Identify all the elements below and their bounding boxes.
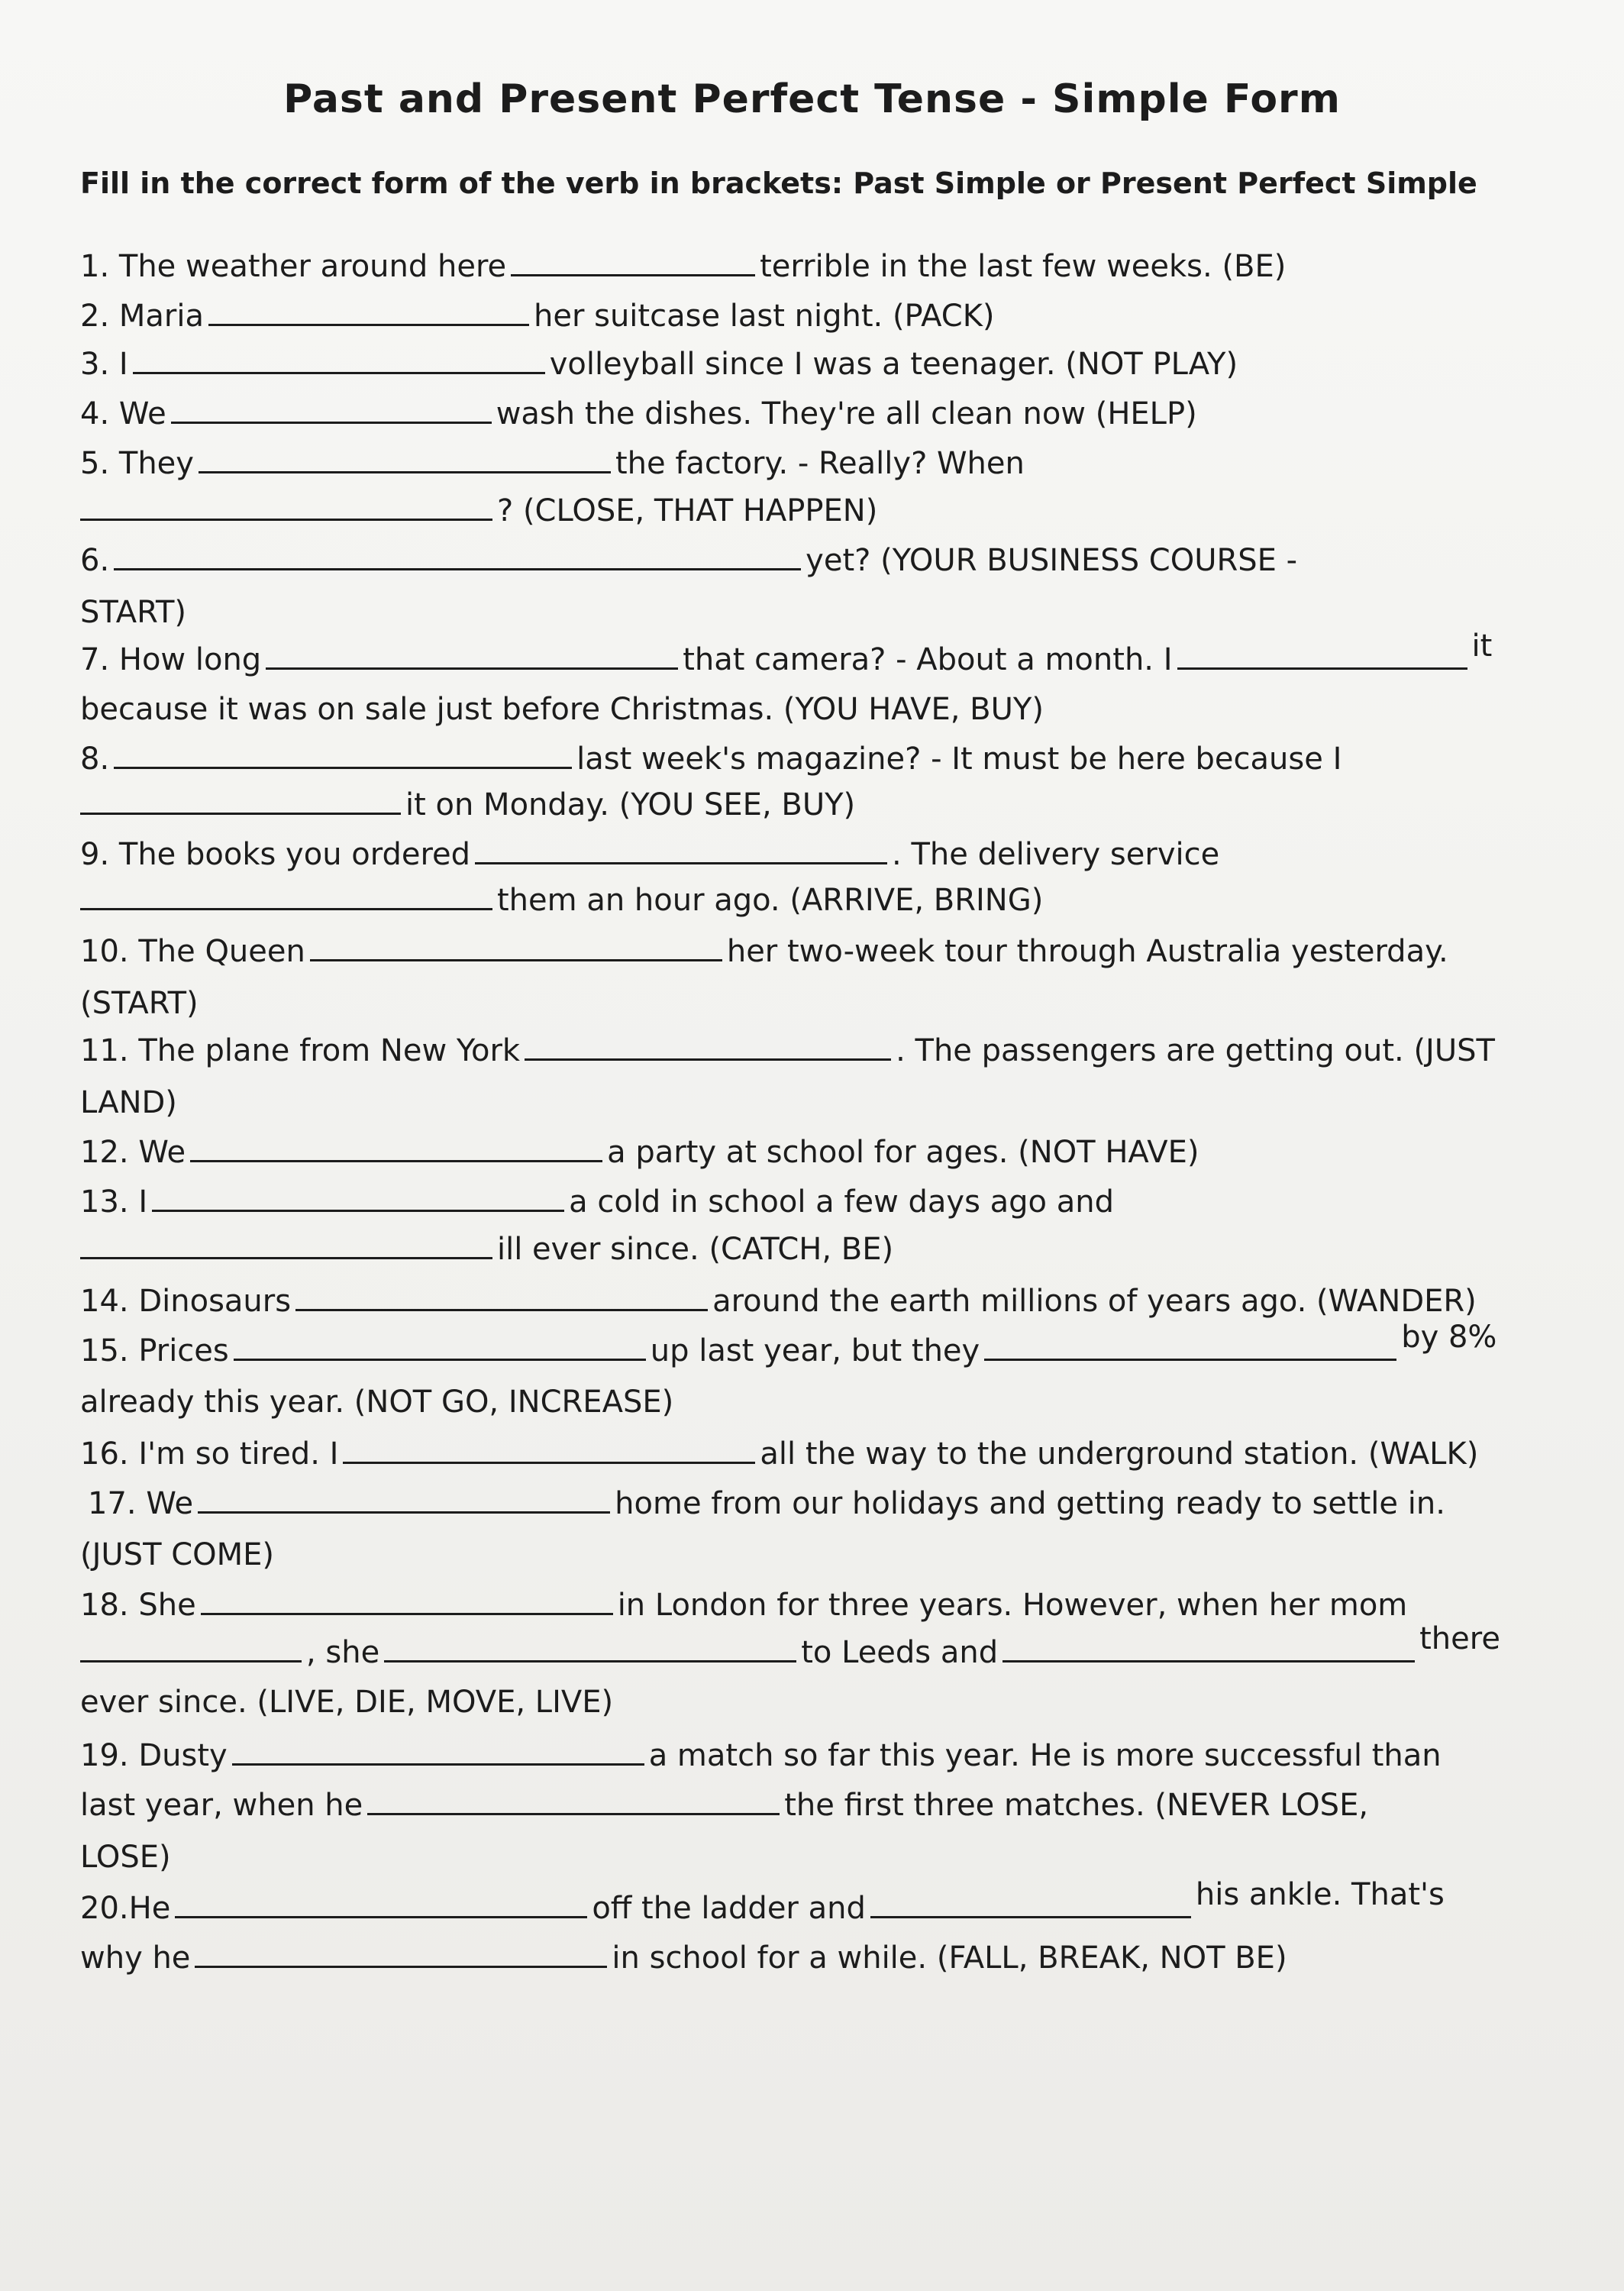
q13-stem: 13. I <box>80 1184 148 1220</box>
answer-blank[interactable] <box>80 813 401 815</box>
q17-tail: home from our holidays and getting ready to settle in. <box>615 1486 1445 1521</box>
q15-stem: 15. Prices <box>80 1333 229 1368</box>
instructions: Fill in the correct form of the verb in brackets: Past Simple or Present Perfect Simple <box>80 166 1477 200</box>
q7-tail: it <box>1471 628 1493 664</box>
question-10 <box>80 933 1448 970</box>
question-19-cont <box>80 1787 1368 1824</box>
q5-tail: the factory. - Really? When <box>615 446 1025 481</box>
answer-blank[interactable] <box>1177 667 1467 670</box>
q10-tail: her two-week tour through Australia yesterday. <box>726 934 1448 969</box>
answer-blank[interactable] <box>295 1309 708 1311</box>
question-20 <box>80 1877 1445 1927</box>
question-6 <box>80 542 1297 579</box>
question-20-cont <box>80 1940 1287 1976</box>
q8-cont-tail: it on Monday. (YOU SEE, BUY) <box>405 787 856 822</box>
question-15-cont <box>80 1384 673 1420</box>
answer-blank[interactable] <box>195 1966 607 1968</box>
q5-stem: 5. They <box>80 446 194 481</box>
answer-blank[interactable] <box>114 568 801 570</box>
q18-cont-tail: there <box>1419 1621 1500 1656</box>
q18-cont2: ever since. (LIVE, DIE, MOVE, LIVE) <box>80 1685 614 1720</box>
q13-tail: a cold in school a few days ago and <box>569 1184 1114 1220</box>
q19-cont-tail: the first three matches. (NEVER LOSE, <box>784 1788 1369 1823</box>
q7-stem: 7. How long <box>80 642 262 677</box>
answer-blank[interactable] <box>190 1160 602 1162</box>
question-2 <box>80 298 995 334</box>
question-3 <box>80 346 1238 383</box>
answer-blank[interactable] <box>208 324 529 326</box>
answer-blank[interactable] <box>152 1210 564 1212</box>
question-15 <box>80 1320 1497 1369</box>
question-9-cont <box>80 882 1043 919</box>
answer-blank[interactable] <box>80 1660 302 1663</box>
q19-cont2: LOSE) <box>80 1840 171 1875</box>
q18-stem: 18. She <box>80 1588 196 1623</box>
q6-tail: yet? (YOUR BUSINESS COURSE - <box>806 543 1298 578</box>
answer-blank[interactable] <box>171 422 492 424</box>
question-19-cont2 <box>80 1839 171 1876</box>
question-5 <box>80 445 1025 482</box>
answer-blank[interactable] <box>343 1462 755 1464</box>
question-9 <box>80 836 1219 873</box>
answer-blank[interactable] <box>1002 1660 1415 1663</box>
question-11 <box>80 1032 1495 1069</box>
q2-tail: her suitcase last night. (PACK) <box>533 299 995 334</box>
question-13 <box>80 1184 1114 1220</box>
q12-tail: a party at school for ages. (NOT HAVE) <box>607 1135 1199 1170</box>
q13-cont-tail: ill ever since. (CATCH, BE) <box>497 1232 894 1267</box>
answer-blank[interactable] <box>80 908 492 910</box>
q6-cont: START) <box>80 595 187 630</box>
q10-cont: (START) <box>80 986 199 1021</box>
question-7-cont <box>80 691 1044 728</box>
q18-cont-a: , she <box>306 1635 380 1670</box>
question-8-cont <box>80 787 855 823</box>
q17-cont: (JUST COME) <box>80 1537 275 1572</box>
question-1 <box>80 248 1286 285</box>
page-title: Past and Present Perfect Tense - Simple Form <box>283 76 1341 122</box>
question-4 <box>80 396 1197 432</box>
answer-blank[interactable] <box>198 1511 610 1514</box>
q20-stem: 20.He <box>80 1891 171 1926</box>
q6-stem: 6. <box>80 543 110 578</box>
q18-cont-b: to Leeds and <box>801 1635 999 1670</box>
q15-cont: already this year. (NOT GO, INCREASE) <box>80 1385 674 1420</box>
question-12 <box>80 1134 1199 1171</box>
q17-stem: 17. We <box>88 1486 194 1521</box>
q5-cont-tail: ? (CLOSE, THAT HAPPEN) <box>497 493 878 528</box>
q20-cont-tail: in school for a while. (FALL, BREAK, NOT BE) <box>612 1940 1287 1976</box>
q19-stem: 19. Dusty <box>80 1738 228 1773</box>
q19-cont-stem: last year, when he <box>80 1788 363 1823</box>
q9-stem: 9. The books you ordered <box>80 837 471 872</box>
question-18 <box>80 1587 1407 1624</box>
question-18-cont <box>80 1621 1500 1671</box>
question-11-cont <box>80 1084 177 1121</box>
answer-blank[interactable] <box>384 1660 796 1663</box>
q20-cont-stem: why he <box>80 1940 191 1976</box>
q9-cont-tail: them an hour ago. (ARRIVE, BRING) <box>497 883 1044 918</box>
q19-tail: a match so far this year. He is more successful than <box>648 1738 1442 1773</box>
q4-tail: wash the dishes. They're all clean now (HELP) <box>496 396 1197 431</box>
answer-blank[interactable] <box>367 1813 780 1815</box>
q15-mid: up last year, but they <box>650 1333 980 1368</box>
question-14 <box>80 1283 1477 1320</box>
answer-blank[interactable] <box>232 1763 644 1766</box>
question-13-cont <box>80 1231 893 1268</box>
q11-cont: LAND) <box>80 1085 177 1120</box>
q20-mid: off the ladder and <box>592 1891 866 1926</box>
q11-tail: . The passengers are getting out. (JUST <box>896 1033 1495 1068</box>
q9-tail: . The delivery service <box>892 837 1220 872</box>
q15-tail: by 8% <box>1401 1320 1497 1355</box>
answer-blank[interactable] <box>310 959 722 961</box>
question-8 <box>80 741 1341 777</box>
q8-tail: last week's magazine? - It must be here because I <box>576 742 1342 777</box>
q2-stem: 2. Maria <box>80 299 204 334</box>
answer-blank[interactable] <box>511 274 755 276</box>
q16-tail: all the way to the underground station. (WALK) <box>760 1436 1479 1472</box>
q18-tail: in London for three years. However, when her mom <box>617 1588 1408 1623</box>
answer-blank[interactable] <box>870 1916 1191 1918</box>
question-10-cont <box>80 985 199 1022</box>
q8-stem: 8. <box>80 742 110 777</box>
answer-blank[interactable] <box>984 1359 1396 1361</box>
q16-stem: 16. I'm so tired. I <box>80 1436 339 1472</box>
answer-blank[interactable] <box>201 1613 613 1615</box>
q14-stem: 14. Dinosaurs <box>80 1284 292 1319</box>
answer-blank[interactable] <box>80 1257 492 1259</box>
q11-stem: 11. The plane from New York <box>80 1033 521 1068</box>
q14-tail: around the earth millions of years ago. (WANDER) <box>712 1284 1477 1319</box>
q12-stem: 12. We <box>80 1135 186 1170</box>
answer-blank[interactable] <box>234 1359 646 1361</box>
answer-blank[interactable] <box>114 767 572 769</box>
question-17 <box>88 1485 1445 1522</box>
answer-blank[interactable] <box>175 1916 587 1918</box>
question-7 <box>80 628 1493 678</box>
q4-stem: 4. We <box>80 396 166 431</box>
answer-blank[interactable] <box>133 372 545 374</box>
q7-mid: that camera? - About a month. I <box>683 642 1173 677</box>
answer-blank[interactable] <box>199 471 611 473</box>
q20-tail: his ankle. That's <box>1195 1877 1445 1912</box>
answer-blank[interactable] <box>525 1058 891 1061</box>
question-5-cont <box>80 493 877 529</box>
question-17-cont <box>80 1536 274 1573</box>
q3-stem: 3. I <box>80 347 128 382</box>
q10-stem: 10. The Queen <box>80 934 305 969</box>
answer-blank[interactable] <box>266 667 678 670</box>
q1-stem: 1. The weather around here <box>80 249 507 284</box>
answer-blank[interactable] <box>80 519 492 521</box>
question-19 <box>80 1737 1442 1774</box>
answer-blank[interactable] <box>475 862 887 864</box>
question-16 <box>80 1436 1478 1472</box>
question-6-cont <box>80 594 186 631</box>
q1-tail: terrible in the last few weeks. (BE) <box>760 249 1287 284</box>
q3-tail: volleyball since I was a teenager. (NOT PLAY) <box>549 347 1238 382</box>
question-18-cont2 <box>80 1684 613 1721</box>
q7-cont: because it was on sale just before Christmas. (YOU HAVE, BUY) <box>80 692 1044 727</box>
